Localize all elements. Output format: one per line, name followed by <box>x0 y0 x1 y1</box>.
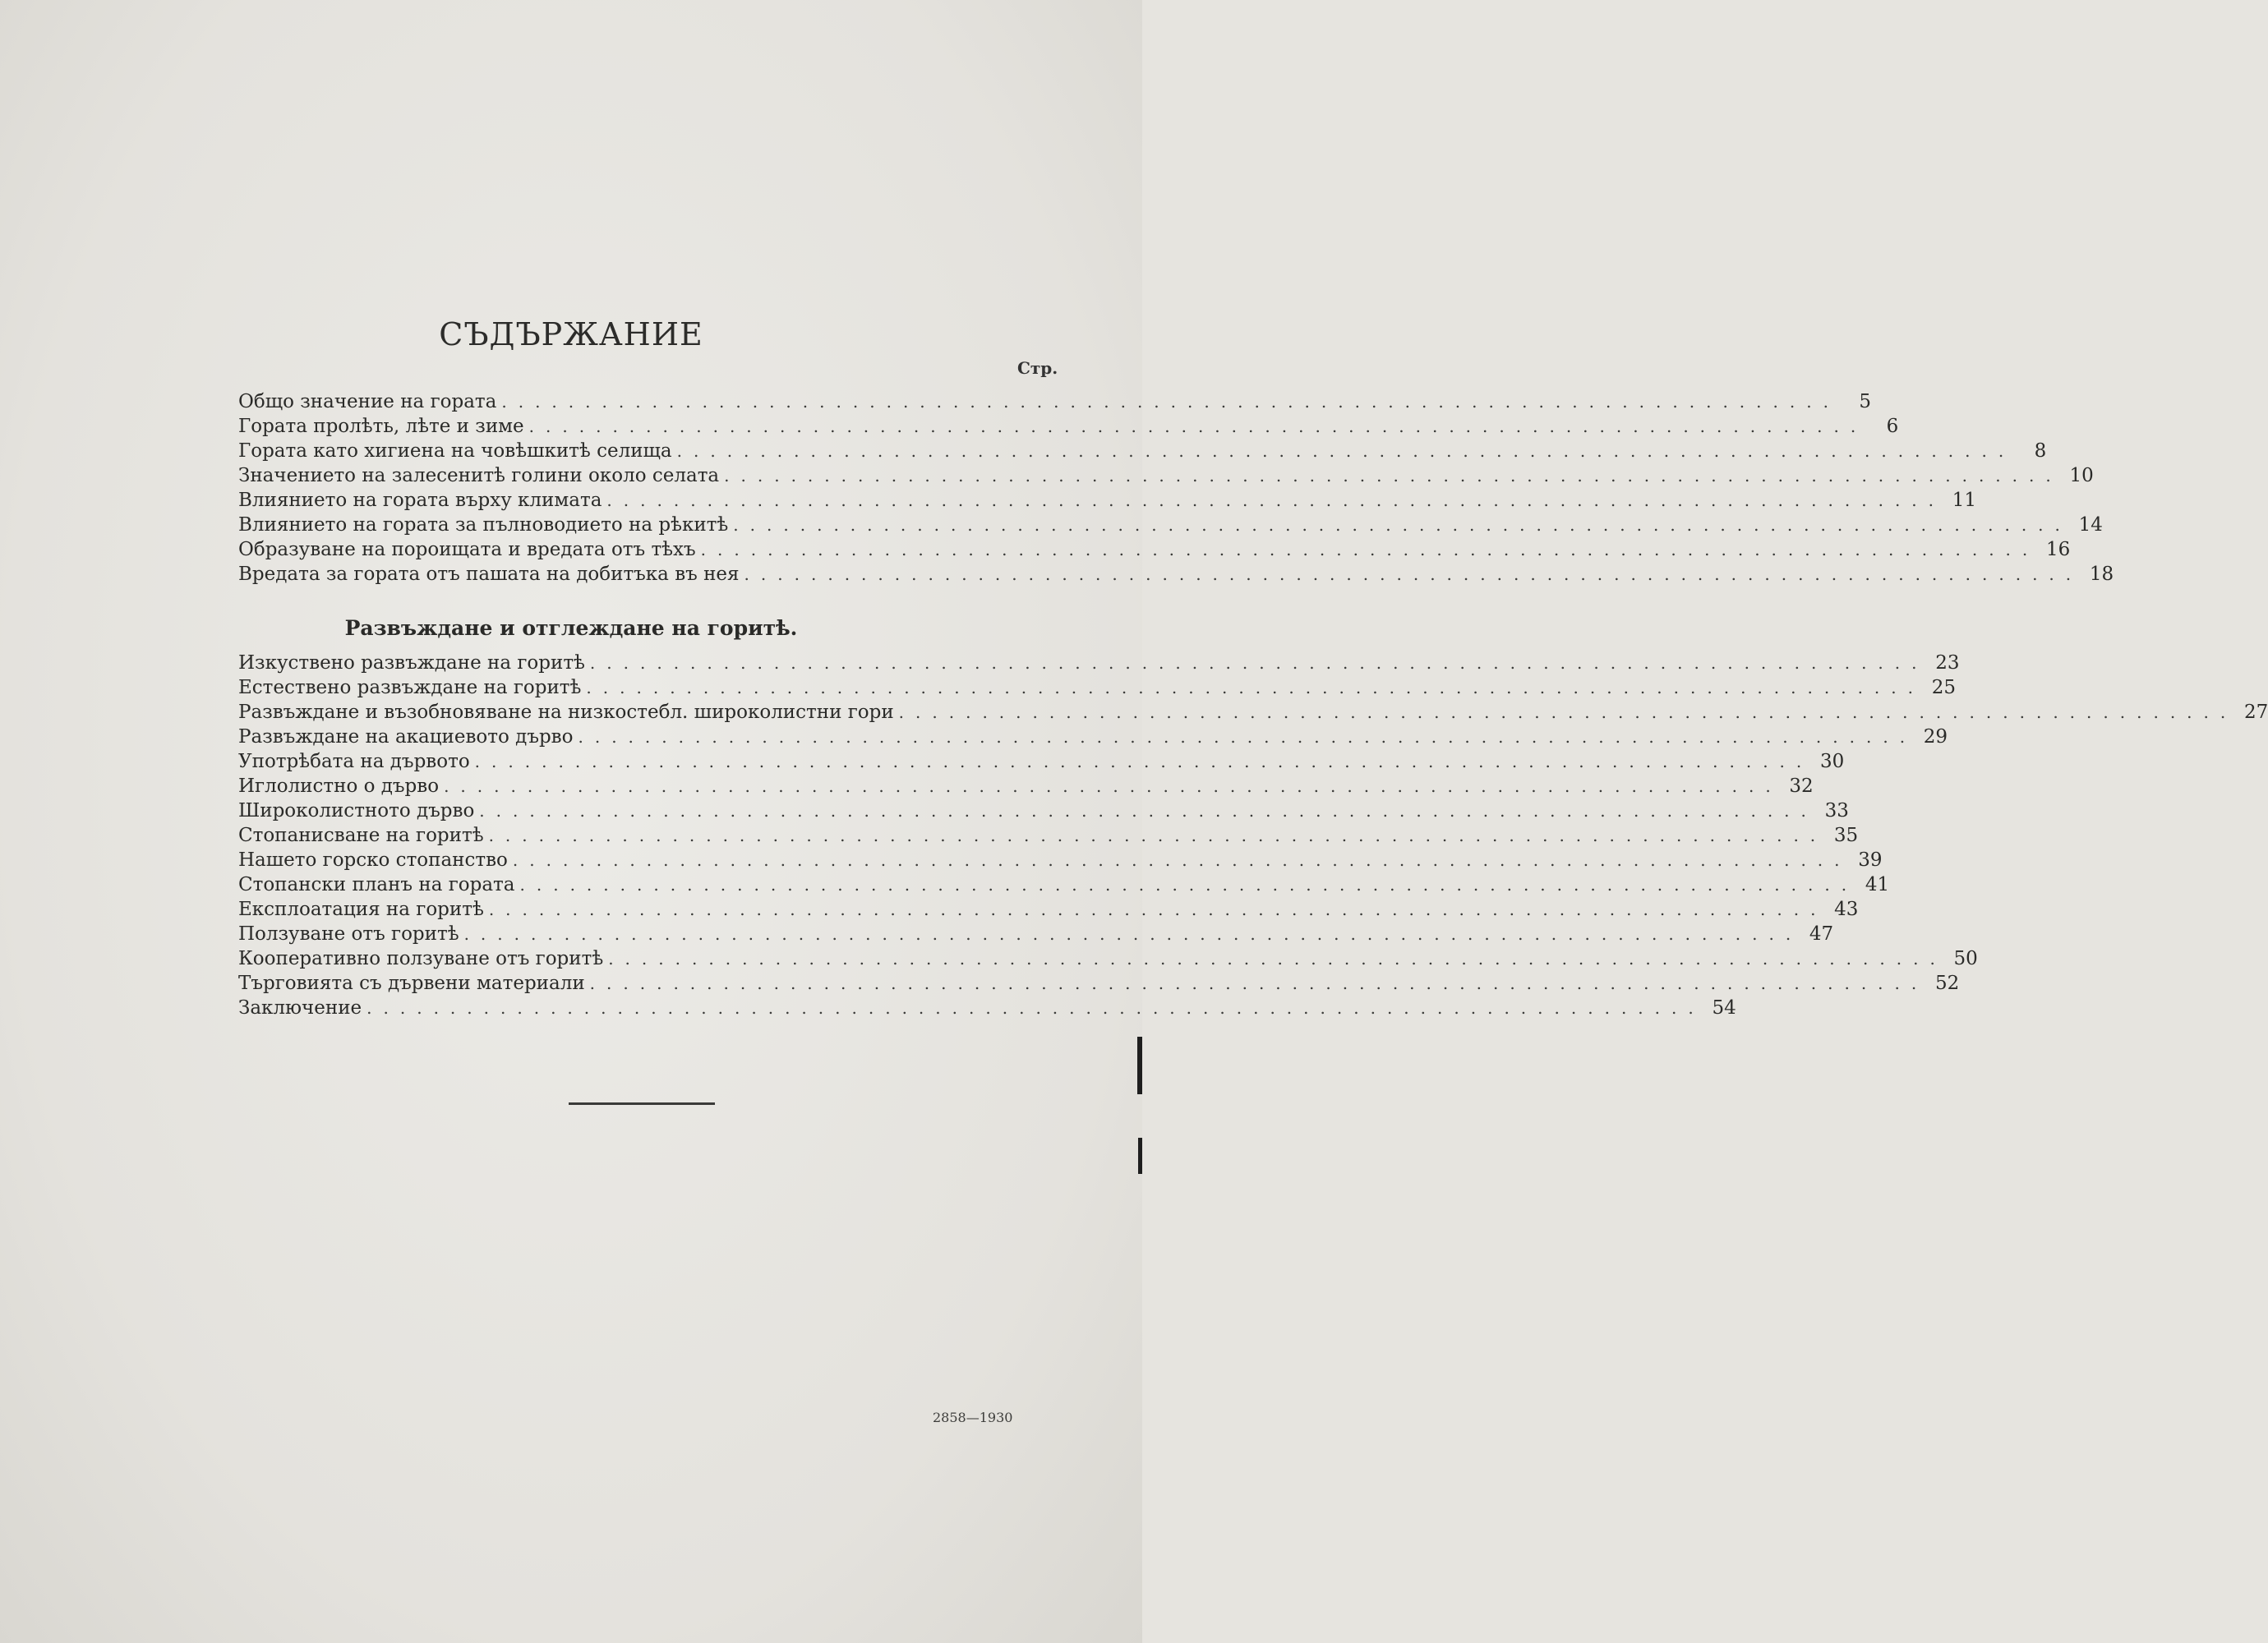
dot-leader: ................................................................................ <box>512 850 1851 870</box>
toc-entry <box>238 872 1890 897</box>
toc-entry-title: Стопанисване на горитѣ <box>238 825 484 846</box>
dot-leader: ................................................................................ <box>528 417 1868 436</box>
toc-entry-title: Значението на залесенитѣ голини около селата <box>238 465 720 486</box>
toc-entry <box>238 749 1845 774</box>
toc-entry-title: Изкуствено развъждане на горитѣ <box>238 652 585 674</box>
toc-entry-page: 29 <box>1923 726 1948 748</box>
toc-entry-title: Заключение <box>238 997 362 1019</box>
dot-leader: ................................................................................ <box>474 752 1814 771</box>
dot-leader: ................................................................................ <box>676 441 2016 461</box>
toc-entry <box>238 513 2103 537</box>
toc-entry-title: Развъждане и възобновяване на низкостебл. широколистни гори <box>238 702 894 723</box>
binding-edge-mark <box>1138 1138 1142 1174</box>
toc-entry-title: Естествено развъждане на горитѣ <box>238 677 582 698</box>
dot-leader: ................................................................................ <box>744 564 2083 584</box>
toc-entry-page: 23 <box>1935 652 1960 674</box>
dot-leader: ................................................................................ <box>444 776 1782 796</box>
dot-leader: ................................................................................ <box>606 490 1946 510</box>
toc-entry <box>238 798 1849 823</box>
toc-entry <box>238 946 1978 971</box>
dot-leader: ................................................................................ <box>479 801 1818 821</box>
toc-entry <box>238 823 1859 848</box>
dot-leader: ................................................................................ <box>724 466 2063 486</box>
toc-entry-page: 27 <box>2243 702 2268 723</box>
toc-entry-page: 52 <box>1934 973 1960 994</box>
toc-entry-page: 10 <box>2069 465 2094 486</box>
toc-entry-title: Широколистното дърво <box>238 800 475 822</box>
toc-entry <box>238 562 2114 587</box>
toc-entry <box>238 675 1956 700</box>
toc-entry-page: 5 <box>1859 391 1871 412</box>
toc-entry <box>238 463 2094 488</box>
toc-entry-page: 8 <box>2034 440 2047 462</box>
toc-entry-page: 14 <box>2078 514 2103 536</box>
toc-entry <box>238 439 2047 463</box>
toc-entry <box>238 971 1960 996</box>
toc-section-one <box>238 389 2114 587</box>
toc-entry <box>238 922 1834 946</box>
toc-entry <box>238 414 1899 439</box>
toc-entry-page: 43 <box>1834 899 1859 920</box>
dot-leader: ................................................................................ <box>608 949 1947 969</box>
page-title: СЪДЪРЖАНИЕ <box>439 316 703 352</box>
divider-line <box>569 1102 715 1105</box>
toc-entry-title: Развъждане на акациевото дърво <box>238 726 574 748</box>
toc-entry <box>238 725 1948 749</box>
toc-entry <box>238 897 1859 922</box>
binding-edge-mark <box>1137 1037 1142 1094</box>
toc-entry-page: 11 <box>1952 490 1977 511</box>
toc-entry-title: Общо значение на гората <box>238 391 497 412</box>
dot-leader: ................................................................................ <box>488 900 1828 919</box>
toc-entry-title: Иглолистно о дърво <box>238 775 440 797</box>
toc-entry-title: Кооперативно ползуване отъ горитѣ <box>238 948 604 969</box>
footer-print-code: 2858—1930 <box>933 1410 1013 1425</box>
toc-entry-page: 41 <box>1865 874 1890 895</box>
toc-entry-page: 47 <box>1809 923 1834 945</box>
dot-leader: ................................................................................ <box>898 702 2238 722</box>
toc-entry-page: 25 <box>1931 677 1956 698</box>
dot-leader: ................................................................................ <box>501 392 1840 412</box>
toc-entry-title: Търговията съ дървени материали <box>238 973 585 994</box>
toc-entry-page: 32 <box>1789 775 1814 797</box>
toc-entry <box>238 848 1883 872</box>
dot-leader: ................................................................................ <box>488 826 1828 845</box>
toc-entry-page: 6 <box>1886 416 1899 437</box>
dot-leader: ................................................................................ <box>366 998 1705 1018</box>
dot-leader: ................................................................................ <box>700 540 2040 559</box>
dot-leader: ................................................................................ <box>519 875 1859 895</box>
toc-entry <box>238 996 1736 1020</box>
toc-entry-page: 50 <box>1953 948 1978 969</box>
toc-entry-page: 35 <box>1833 825 1859 846</box>
page-column-label: Стр. <box>1017 358 1058 378</box>
toc-entry-page: 54 <box>1712 997 1736 1019</box>
toc-section-two <box>238 651 2268 1020</box>
toc-entry-title: Експлоатация на горитѣ <box>238 899 484 920</box>
toc-entry <box>238 774 1814 798</box>
toc-entry-title: Гората пролѣть, лѣте и зиме <box>238 416 524 437</box>
toc-entry-title: Вредата за гората отъ пашата на добитъка въ нея <box>238 564 740 585</box>
toc-entry-title: Ползуване отъ горитѣ <box>238 923 459 945</box>
toc-entry <box>238 537 2071 562</box>
toc-entry-title: Влиянието на гората за пълноводието на рѣкитѣ <box>238 514 729 536</box>
toc-entry <box>238 389 1871 414</box>
dot-leader: ................................................................................ <box>463 924 1803 944</box>
toc-entry <box>238 651 1960 675</box>
toc-entry-title: Влиянието на гората върху климата <box>238 490 602 511</box>
toc-entry-page: 18 <box>2089 564 2114 585</box>
toc-entry-page: 16 <box>2045 539 2071 560</box>
toc-entry <box>238 700 2268 725</box>
toc-entry-page: 30 <box>1819 751 1845 772</box>
toc-entry-page: 39 <box>1858 849 1883 871</box>
dot-leader: ................................................................................ <box>589 653 1929 673</box>
toc-entry-page: 33 <box>1824 800 1849 822</box>
dot-leader: ................................................................................ <box>733 515 2072 535</box>
dot-leader: ................................................................................ <box>578 727 1917 747</box>
toc-entry-title: Стопански планъ на гората <box>238 874 515 895</box>
dot-leader: ................................................................................ <box>586 678 1925 697</box>
toc-entry-title: Употрѣбата на дървото <box>238 751 470 772</box>
toc-entry-title: Образуване на пороищата и вредата отъ тѣхъ <box>238 539 696 560</box>
toc-entry <box>238 488 1977 513</box>
toc-entry-title: Гората като хигиена на човѣшкитѣ селища <box>238 440 672 462</box>
section-heading: Развъждане и отглеждане на горитѣ. <box>344 616 798 640</box>
dot-leader: ................................................................................ <box>589 973 1929 993</box>
toc-entry-title: Нашето горско стопанство <box>238 849 508 871</box>
